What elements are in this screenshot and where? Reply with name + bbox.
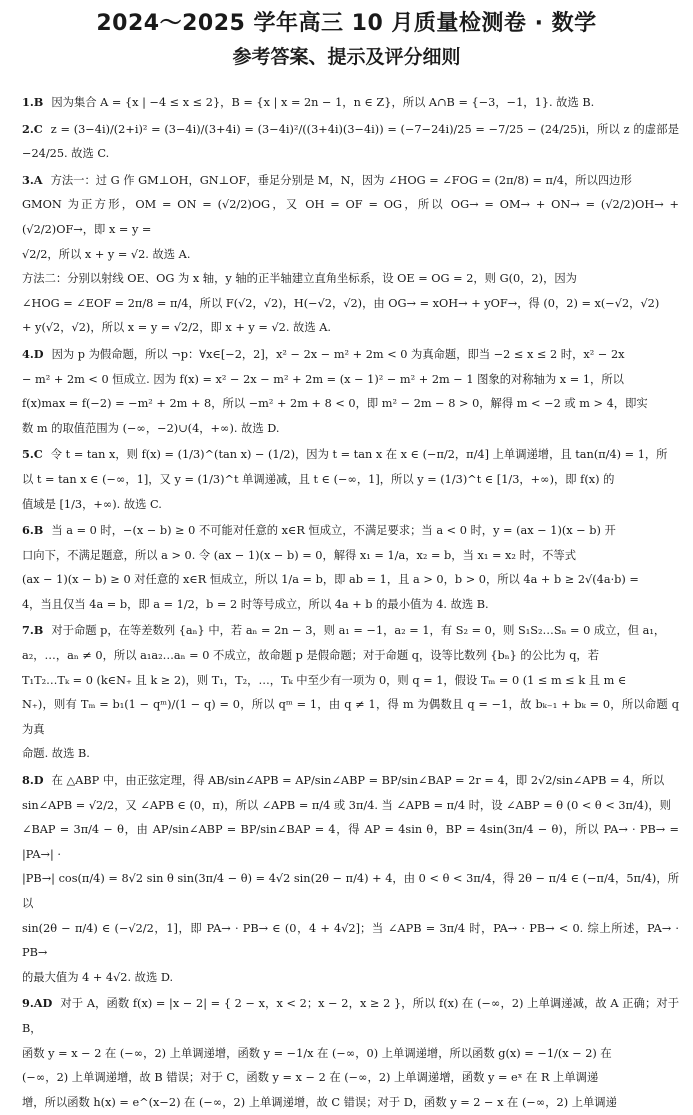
- answer-line: 对于 A，函数 f(x) = |x − 2| = { 2 − x，x < 2；x − 2，x ≥ 2 }，所以 f(x) 在 (−∞，2) 上单调递减，故 A 正确；对于 B，: [22, 997, 679, 1035]
- answer-number: 6.: [22, 523, 34, 538]
- answer-number: 8.: [22, 773, 34, 788]
- answer-choice: AD: [33, 996, 53, 1011]
- answer-item: [22, 618, 679, 767]
- answer-number: 5.: [22, 447, 34, 462]
- answer-line: 令 t = tan x，则 f(x) = (1/3)^(tan x) − (1/2)，因为 t = tan x 在 x ∈ (−π/2，π/4] 上单调递增，且 tan(π/4) = 1，所: [50, 448, 668, 462]
- answer-line: 方法一：过 G 作 GM⊥OH，GN⊥OF，垂足分别是 M，N，因为 ∠HOG = ∠FOG = (2π/8) = π/4，所以四边形: [50, 173, 632, 187]
- answer-item: [22, 991, 679, 1115]
- answer-item: [22, 90, 679, 116]
- answer-line: f(x)max = f(−2) = −m² + 2m + 8，所以 −m² + 2m + 8 < 0，即 m² − 2m − 8 > 0，解得 m < −2 或 m > 4，即实: [22, 397, 648, 411]
- answer-number: 7.: [22, 623, 34, 638]
- answer-line: T₁T₂…Tₖ = 0 (k∈N₊ 且 k ≥ 2)，则 T₁，T₂，…，Tₖ 中至少有一项为 0，则 q = 1，假设 Tₘ = 0 (1 ≤ m ≤ k 且 m ∈: [22, 673, 627, 687]
- answer-choice: A: [33, 172, 43, 187]
- answer-line: |PB→| cos(π/4) = 8√2 sin θ sin(3π/4 − θ) = 4√2 sin(2θ − π/4) + 4，由 0 < θ < 3π/4，得 2θ − π/4 ∈ (−π/4，5π/4)，所以: [22, 872, 679, 910]
- answer-line: √2/2，所以 x + y = √2. 故选 A.: [22, 247, 191, 261]
- answer-line: (−∞，2) 上单调递增，故 B 错误；对于 C，函数 y = x − 2 在 (−∞，2) 上单调递增，函数 y = eˣ 在 R 上单调递: [22, 1071, 599, 1085]
- answer-line: (ax − 1)(x − b) ≥ 0 对任意的 x∈R 恒成立，所以 1/a = b，即 ab = 1，且 a > 0，b > 0，所以 4a + b ≥ 2√(4a·b) =: [22, 573, 639, 587]
- answer-line: 数 m 的取值范围为 (−∞，−2)∪(4，+∞). 故选 D.: [22, 421, 280, 435]
- answer-line: 值域是 [1/3，+∞). 故选 C.: [22, 497, 162, 511]
- answer-line: − m² + 2m < 0 恒成立. 因为 f(x) = x² − 2x − m² + 2m = (x − 1)² − m² + 2m − 1 图象的对称轴为 x = 1，所以: [22, 372, 624, 386]
- answer-line: 命题. 故选 B.: [22, 747, 90, 761]
- answer-item: [22, 518, 679, 617]
- page-subtitle: 参考答案、提示及评分细则: [232, 46, 461, 68]
- answer-item: [22, 168, 679, 341]
- answer-choice: C: [33, 447, 43, 462]
- answer-line: 增，所以函数 h(x) = e^(x−2) 在 (−∞，2) 上单调递增，故 C 错误；对于 D，函数 y = 2 − x 在 (−∞，2) 上单调递: [22, 1095, 617, 1109]
- answer-line: + y(√2，√2)，所以 x = y = √2/2，即 x + y = √2. 故选 A.: [22, 321, 331, 335]
- answer-choice: C: [33, 121, 43, 136]
- answer-number: 2.: [22, 121, 34, 136]
- answer-line: ∠BAP = 3π/4 − θ，由 AP/sin∠ABP = BP/sin∠BAP = 4，得 AP = 4sin θ，BP = 4sin(3π/4 − θ)，所以 PA→ · PB→ = |PA→| ·: [22, 823, 679, 861]
- answer-line: 在 △ABP 中，由正弦定理，得 AB/sin∠APB = AP/sin∠ABP = BP/sin∠BAP = 2r = 4，即 2√2/sin∠APB = 4，所以: [51, 774, 665, 788]
- answer-number: 3.: [22, 172, 34, 187]
- answer-choice: B: [33, 523, 44, 538]
- answer-line: 以 t = tan x ∈ (−∞，1]，又 y = (1/3)^t 单调递减，且 t ∈ (−∞，1]，所以 y = (1/3)^t ∈ [1/3，+∞)，即 f(x) 的: [22, 472, 615, 486]
- answer-line: 4，当且仅当 4a = b，即 a = 1/2，b = 2 时等号成立，所以 4a + b 的最小值为 4. 故选 B.: [22, 597, 489, 611]
- answer-line: 因为 p 为假命题，所以 ¬p：∀x∈[−2，2]，x² − 2x − m² + 2m < 0 为真命题，即当 −2 ≤ x ≤ 2 时，x² − 2x: [51, 347, 625, 361]
- answer-line: z = (3−4i)/(2+i)² = (3−4i)/(3+4i) = (3−4i)²/((3+4i)(3−4i)) = (−7−24i)/25 = −7/25 − (24/25)i，所以 z 的虚部是 −24/25. 故选 C.: [22, 122, 679, 161]
- answer-choice: B: [33, 623, 44, 638]
- answer-choice: D: [33, 346, 44, 361]
- answer-line: 的最大值为 4 + 4√2. 故选 D.: [22, 970, 174, 984]
- answer-line: 因为集合 A = {x | −4 ≤ x ≤ 2}，B = {x | x = 2n − 1，n ∈ Z}，所以 A∩B = {−3，−1，1}. 故选 B.: [51, 96, 595, 109]
- answer-line: ∠HOG = ∠EOF = 2π/8 = π/4，所以 F(√2，√2)，H(−√2，√2)，由 OG→ = xOH→ + yOF→，得 (0，2) = x(−√2，√2): [22, 296, 660, 310]
- answer-line: sin(2θ − π/4) ∈ (−√2/2，1]，即 PA→ · PB→ ∈ (0，4 + 4√2]；当 ∠APB = 3π/4 时，PA→ · PB→ < 0. 综上所述，PA→ · PB→: [22, 921, 679, 960]
- page-title: 2024～2025 学年高三 10 月质量检测卷 · 数学: [96, 11, 597, 36]
- answer-line: 函数 y = x − 2 在 (−∞，2) 上单调递增，函数 y = −1/x 在 (−∞，0) 上单调递增，所以函数 g(x) = −1/(x − 2) 在: [22, 1046, 612, 1060]
- answer-line: 当 a = 0 时，−(x − b) ≥ 0 不可能对任意的 x∈R 恒成立，不满足要求；当 a < 0 时，y = (ax − 1)(x − b) 开: [51, 524, 616, 538]
- answer-item: [22, 442, 679, 517]
- answer-number: 4.: [22, 346, 34, 361]
- answer-item: [22, 117, 679, 167]
- answer-line: a₂，…，aₙ ≠ 0，所以 a₁a₂…aₙ = 0 不成立，故命题 p 是假命题；对于命题 q，设等比数列 {bₙ} 的公比为 q，若: [22, 649, 600, 663]
- answer-item: [22, 342, 679, 441]
- answer-line: 方法二：分别以射线 OE、OG 为 x 轴，y 轴的正半轴建立直角坐标系，设 OE = OG = 2，则 G(0，2)，因为: [22, 272, 577, 286]
- answer-choice: B: [33, 95, 44, 109]
- answer-choice: D: [33, 773, 44, 788]
- answer-number: 9.: [22, 996, 34, 1011]
- answer-number: 1.: [22, 95, 34, 109]
- answer-item: [22, 768, 679, 990]
- answer-line: N₊)，则有 Tₘ = b₁(1 − qᵐ)/(1 − q) = 0，所以 qᵐ = 1，由 q ≠ 1，得 m 为偶数且 q = −1，故 bₖ₋₁ + bₖ = 0，所以命题 q 为真: [22, 698, 679, 736]
- answer-line: 对于命题 p，在等差数列 {aₙ} 中，若 aₙ = 2n − 3，则 a₁ = −1，a₂ = 1，有 S₂ = 0，则 S₁S₂…Sₙ = 0 成立，但 a₁，: [51, 624, 666, 638]
- answer-line: GMON 为正方形，OM = ON = (√2/2)OG，又 OH = OF = OG，所以 OG→ = OM→ + ON→ = (√2/2)OH→ + (√2/2)OF→，即 x = y =: [22, 198, 679, 236]
- answer-line: sin∠APB = √2/2，又 ∠APB ∈ (0，π)，所以 ∠APB = π/4 或 3π/4. 当 ∠APB = π/4 时，设 ∠ABP = θ (0 < θ < 3π/4)，则: [22, 798, 671, 812]
- answers-list: [22, 90, 679, 1109]
- answer-line: 口向下，不满足题意，所以 a > 0. 令 (ax − 1)(x − b) = 0，解得 x₁ = 1/a，x₂ = b，当 x₁ = x₂ 时，不等式: [22, 548, 576, 562]
